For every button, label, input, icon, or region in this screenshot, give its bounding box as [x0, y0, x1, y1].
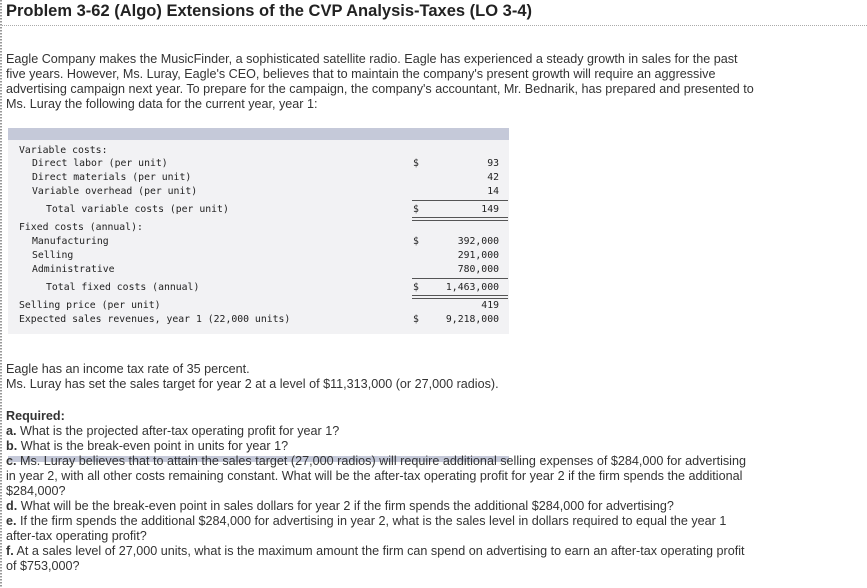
question-tag: e. — [6, 514, 17, 528]
variable-costs-label: Variable costs: — [19, 145, 108, 156]
table-header-band — [8, 128, 509, 140]
tax-line: Eagle has an income tax rate of 35 percent. — [6, 362, 250, 376]
direct-materials-label: Direct materials (per unit) — [32, 172, 192, 183]
intro-line: advertising campaign next year. To prepare for the campaign, the company's accountant, Mr. Bednarik, has prepared and presented to — [6, 82, 754, 96]
expected-sales-value: 9,218,000 — [445, 314, 499, 325]
intro-line: Ms. Luray the following data for the current year, year 1: — [6, 97, 318, 111]
total-double-rule — [412, 217, 508, 221]
table-row — [8, 300, 509, 314]
subtotal-rule — [412, 278, 508, 279]
question-a: a. What is the projected after-tax operating profit for year 1? — [6, 424, 340, 438]
question-f: f. At a sales level of 27,000 units, what is the maximum amount the firm can spend on advertising to earn an after-tax operating profit — [6, 544, 745, 558]
question-tag: b. — [6, 439, 18, 453]
left-dotted-border — [0, 0, 2, 588]
administrative-label: Administrative — [32, 264, 115, 275]
expected-sales-label: Expected sales revenues, year 1 (22,000 units) — [19, 314, 291, 325]
question-c-cont: in year 2, with all other costs remaining constant. What will be the after-tax operating profit for year 2 if the firm spends the additional — [6, 469, 743, 483]
tax-line: Ms. Luray has set the sales target for year 2 at a level of $11,313,000 (or 27,000 radios). — [6, 377, 499, 391]
tax-paragraph — [6, 362, 499, 392]
table-row — [8, 264, 509, 278]
question-f-cont: of $753,000? — [6, 559, 80, 573]
table-row — [8, 204, 509, 218]
table-row — [8, 158, 509, 172]
question-tag: d. — [6, 499, 18, 513]
intro-line: Eagle Company makes the MusicFinder, a sophisticated satellite radio. Eagle has experienced a steady growth in sales for the past — [6, 52, 738, 66]
variable-overhead-value: 14 — [487, 186, 499, 197]
table-row — [8, 236, 509, 250]
manufacturing-label: Manufacturing — [32, 236, 109, 247]
manufacturing-value: 392,000 — [457, 236, 499, 247]
question-e: e. If the firm spends the additional $284,000 for advertising in year 2, what is the sales level in dollars required to equal the year 1 — [6, 514, 727, 528]
table-row — [8, 282, 509, 296]
title-divider — [2, 25, 867, 26]
total-double-rule — [412, 295, 508, 299]
table-row — [8, 222, 509, 236]
dollar-sign: $ — [413, 282, 419, 293]
selling-price-label: Selling price (per unit) — [19, 300, 161, 311]
dollar-sign: $ — [413, 158, 419, 169]
subtotal-rule — [412, 200, 508, 201]
direct-labor-value: 93 — [487, 158, 499, 169]
question-b: b. What is the break-even point in units for year 1? — [6, 439, 289, 453]
dollar-sign: $ — [413, 236, 419, 247]
variable-overhead-label: Variable overhead (per unit) — [32, 186, 198, 197]
direct-materials-value: 42 — [487, 172, 499, 183]
total-fixed-label: Total fixed costs (annual) — [46, 282, 200, 293]
question-d: d. What will be the break-even point in sales dollars for year 2 if the firm spends the additional $284,000 for advertising? — [6, 499, 674, 513]
required-section — [6, 409, 746, 574]
selling-value: 291,000 — [457, 250, 499, 261]
required-heading: Required: — [6, 409, 65, 423]
selling-label: Selling — [32, 250, 74, 261]
table-row — [8, 314, 509, 328]
question-e-cont: after-tax operating profit? — [6, 529, 147, 543]
dollar-sign: $ — [413, 314, 419, 325]
intro-line: five years. However, Ms. Luray, Eagle's CEO, believes that to maintain the company's present growth will require an aggressive — [6, 67, 716, 81]
question-tag: c. — [6, 454, 17, 468]
fixed-costs-label: Fixed costs (annual): — [19, 222, 143, 233]
table-row — [8, 172, 509, 186]
direct-labor-label: Direct labor (per unit) — [32, 158, 168, 169]
table-row — [8, 186, 509, 200]
total-variable-label: Total variable costs (per unit) — [46, 204, 229, 215]
table-row — [8, 250, 509, 264]
selling-price-value: 419 — [481, 300, 499, 311]
administrative-value: 780,000 — [457, 264, 499, 275]
question-tag: a. — [6, 424, 17, 438]
table-row — [8, 145, 509, 159]
question-c: c. Ms. Luray believes that to attain the sales target (27,000 radios) will require additional selling expenses of $284,000 for advertising — [6, 454, 746, 468]
total-variable-value: 149 — [481, 204, 499, 215]
cost-data-table — [8, 128, 509, 334]
question-c-cont: $284,000? — [6, 484, 66, 498]
problem-title: Problem 3-62 (Algo) Extensions of the CVP Analysis-Taxes (LO 3-4) — [6, 2, 532, 20]
intro-paragraph — [6, 52, 754, 112]
total-fixed-value: 1,463,000 — [445, 282, 499, 293]
dollar-sign: $ — [413, 204, 419, 215]
question-tag: f. — [6, 544, 14, 558]
